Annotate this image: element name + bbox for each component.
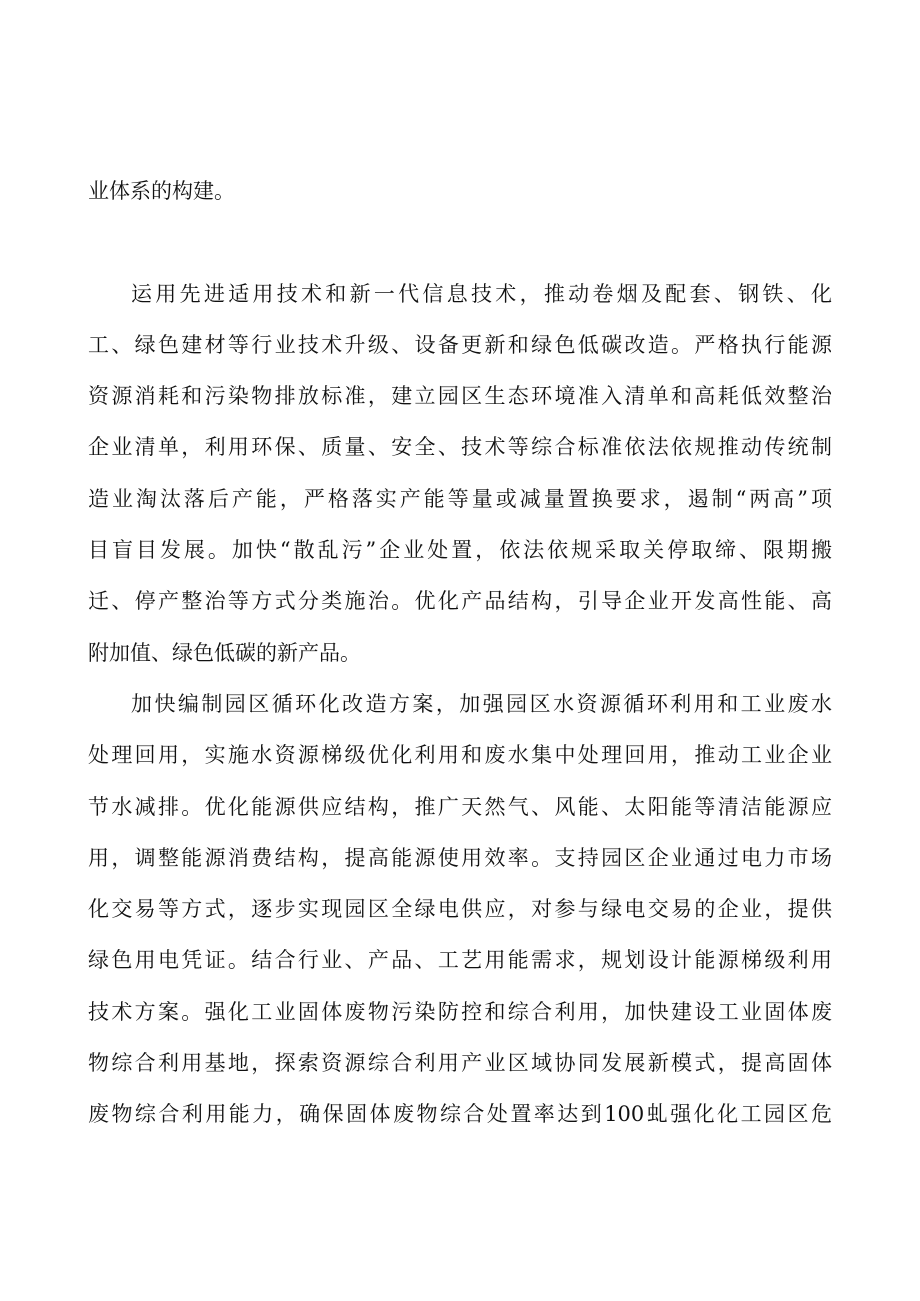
text-line: 用，调整能源消费结构，提高能源使用效率。支持园区企业通过电力市场 bbox=[88, 845, 832, 870]
document-page bbox=[88, 166, 832, 1141]
text-line: 运用先进适用技术和新一代信息技术，推动卷烟及配套、钢铁、化 bbox=[131, 281, 832, 306]
text-line: 造业淘汰落后产能，严格落实产能等量或减量置换要求，遏制“两高”项 bbox=[88, 486, 832, 511]
text-line: 化交易等方式，逐步实现园区全绿电供应，对参与绿电交易的企业，提供 bbox=[88, 897, 832, 922]
text-line: 资源消耗和污染物排放标准，建立园区生态环境准入清单和高耗低效整治 bbox=[88, 384, 832, 409]
text-line: 业体系的构建。 bbox=[88, 179, 235, 203]
paragraph-3 bbox=[88, 679, 832, 1141]
text-line: 附加值、绿色低碳的新产品。 bbox=[88, 640, 361, 665]
text-line: 迁、停产整治等方式分类施治。优化产品结构，引导企业开发高性能、高 bbox=[88, 589, 832, 614]
text-line: 处理回用，实施水资源梯级优化利用和废水集中处理回用，推动工业企业 bbox=[88, 743, 832, 768]
text-line: 目盲目发展。加快“散乱污”企业处置，依法依规采取关停取缔、限期搬 bbox=[88, 538, 832, 563]
text-line: 工、绿色建材等行业技术升级、设备更新和绿色低碳改造。严格执行能源 bbox=[88, 332, 832, 357]
paragraph-gap bbox=[88, 217, 832, 268]
text-line: 节水减排。优化能源供应结构，推广天然气、风能、太阳能等清洁能源应 bbox=[88, 794, 832, 819]
paragraph-2 bbox=[88, 269, 832, 679]
paragraph-1 bbox=[88, 166, 832, 217]
text-line: 技术方案。强化工业固体废物污染防控和综合利用，加快建设工业固体废 bbox=[88, 999, 832, 1024]
text-line: 加快编制园区循环化改造方案，加强园区水资源循环利用和工业废水 bbox=[131, 691, 832, 716]
text-line: 企业清单，利用环保、质量、安全、技术等综合标准依法依规推动传统制 bbox=[88, 435, 832, 460]
text-line: 废物综合利用能力，确保固体废物综合处置率达到100虬强化化工园区危 bbox=[88, 1102, 832, 1127]
text-line: 物综合利用基地，探索资源综合利用产业区域协同发展新模式，提高固体 bbox=[88, 1051, 832, 1076]
text-line: 绿色用电凭证。结合行业、产品、工艺用能需求，规划设计能源梯级利用 bbox=[88, 948, 832, 973]
